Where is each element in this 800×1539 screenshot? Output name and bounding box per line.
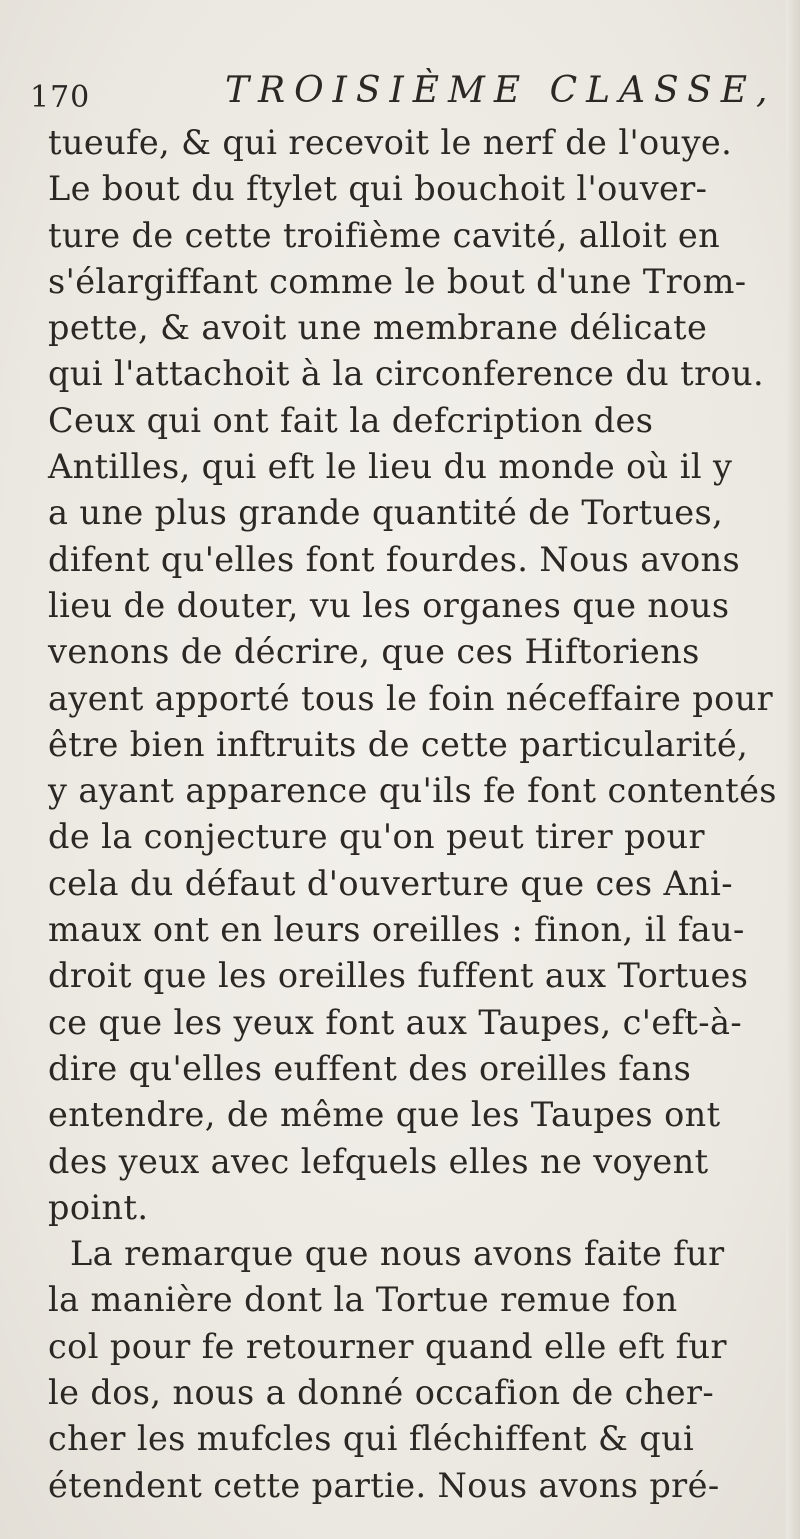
text-line: point. [48,1187,149,1227]
text-line: la manière dont la Tortue remue fon [48,1280,678,1320]
text-line: ce que les yeux font aux Taupes, c'eft-à- [48,1002,743,1042]
text-line: tueufe, & qui recevoit le nerf de l'ouye. [48,123,733,162]
text-line: venons de décrire, que ces Hiftoriens [48,632,700,672]
text-line: droit que les oreilles fuffent aux Tortues [48,956,749,996]
text-line: col pour fe retourner quand elle eft fur [48,1326,727,1366]
text-line: Le bout du ftylet qui bouchoit l'ouver- [48,169,708,209]
page-number: 170 [30,80,91,115]
text-line: qui l'attachoit à la circonference du trou. [48,354,765,394]
text-line: Antilles, qui eft le lieu du monde où il y [48,447,733,487]
page-edge [786,0,800,1539]
text-line: cela du défaut d'ouverture que ces Ani- [48,863,733,903]
body-text [48,120,788,1509]
text-line: lieu de douter, vu les organes que nous [48,585,730,625]
text-line: ayent apporté tous le foin néceffaire pour [48,678,774,718]
text-line: être bien inftruits de cette particularité, [48,724,749,764]
text-line: ture de cette troifième cavité, alloit en [48,215,721,255]
text-line: cher les mufcles qui fléchiffent & qui [48,1419,695,1459]
text-line: entendre, de même que les Taupes ont [48,1095,721,1135]
text-line: Ceux qui ont fait la defcription des [48,400,654,440]
page-header [30,62,790,122]
paragraph-start-line: La remarque que nous avons faite fur [70,1234,725,1274]
text-line: de la conjecture qu'on peut tirer pour [48,817,705,857]
text-line: des yeux avec lefquels elles ne voyent [48,1141,709,1181]
text-line: étendent cette partie. Nous avons pré- [48,1465,720,1505]
text-line: a une plus grande quantité de Tortues, [48,493,724,533]
text-line: maux ont en leurs oreilles : finon, il fau- [48,910,745,950]
text-line: s'élargiffant comme le bout d'une Trom- [48,261,747,301]
text-line: le dos, nous a donné occafion de cher- [48,1373,715,1413]
running-head: TROISIÈME CLASSE, [225,70,777,111]
text-line: difent qu'elles font fourdes. Nous avons [48,539,741,579]
text-line: pette, & avoit une membrane délicate [48,308,708,348]
text-line: y ayant apparence qu'ils fe font contentés [48,771,777,811]
text-line: dire qu'elles euffent des oreilles fans [48,1048,692,1088]
